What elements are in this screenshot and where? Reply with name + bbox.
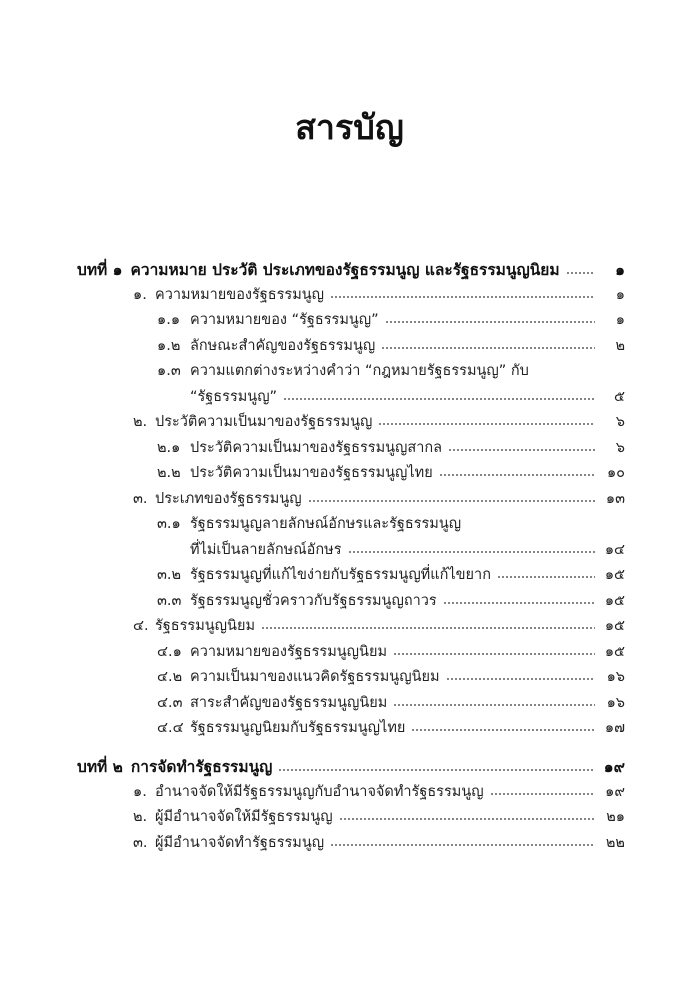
entry-title: ประวัติความเป็นมาของรัฐธรรมนูญสากล bbox=[190, 439, 443, 456]
entry-number: ๒. bbox=[133, 414, 148, 430]
dot-leader bbox=[448, 442, 595, 452]
entry-title: สาระสำคัญของรัฐธรรมนูญนิยม bbox=[190, 694, 388, 711]
toc-section[interactable] bbox=[77, 831, 625, 857]
toc-subsection[interactable] bbox=[77, 665, 625, 691]
entry-number: ๑.๑ bbox=[157, 312, 181, 328]
entry-number: ๓.๑ bbox=[157, 516, 181, 532]
entry-title: ประวัติความเป็นมาของรัฐธรรมนูญ bbox=[155, 414, 373, 430]
page-number: ๑๕ bbox=[604, 618, 625, 634]
page-number: ๒๒ bbox=[605, 834, 625, 851]
entry-number: ๓. bbox=[133, 490, 148, 507]
entry-title: รัฐธรรมนูญที่แก้ไขง่ายกับรัฐธรรมนูญที่แก้ไขยาก bbox=[190, 567, 491, 583]
dot-leader bbox=[490, 786, 595, 796]
toc-subsection[interactable] bbox=[77, 461, 625, 487]
page-title: สารบัญ bbox=[295, 108, 404, 148]
table-of-contents bbox=[77, 257, 625, 856]
entry-number: ๑.๓ bbox=[157, 363, 181, 379]
dot-leader bbox=[385, 314, 595, 324]
toc-subsection[interactable] bbox=[77, 334, 625, 360]
toc-subsection-continued[interactable] bbox=[77, 385, 625, 411]
entry-title: ผู้มีอำนาจจัดทำรัฐธรรมนูญ bbox=[155, 834, 325, 851]
toc-subsection[interactable] bbox=[77, 308, 625, 334]
entry-title: ประวัติความเป็นมาของรัฐธรรมนูญไทย bbox=[190, 465, 433, 481]
toc-subsection[interactable] bbox=[77, 691, 625, 717]
toc-chapter[interactable] bbox=[77, 257, 625, 283]
toc-chapter[interactable] bbox=[77, 754, 625, 780]
dot-leader bbox=[348, 544, 595, 554]
dot-leader bbox=[339, 811, 595, 821]
toc-section[interactable] bbox=[77, 410, 625, 436]
entry-title: ความหมาย ประวัติ ประเภทของรัฐธรรมนูญ และรัฐธรรมนูญนิยม bbox=[130, 260, 560, 279]
page-number: ๑ bbox=[615, 286, 625, 303]
entry-title: ความหมายของรัฐธรรมนูญนิยม bbox=[190, 643, 388, 660]
entry-title: ความเป็นมาของแนวคิดรัฐธรรมนูญนิยม bbox=[190, 669, 440, 685]
page-number: ๑๕ bbox=[604, 643, 625, 660]
entry-number: ๒. bbox=[133, 809, 148, 825]
dot-leader bbox=[393, 646, 595, 656]
page-number: ๑๐ bbox=[606, 465, 625, 481]
toc-subsection-continued[interactable] bbox=[77, 538, 625, 564]
entry-title: ความหมายของรัฐธรรมนูญ bbox=[155, 286, 325, 303]
entry-title: ประเภทของรัฐธรรมนูญ bbox=[155, 490, 302, 507]
page-number: ๒๑ bbox=[606, 809, 625, 825]
dot-leader bbox=[566, 265, 595, 275]
page-number: ๑๙ bbox=[605, 783, 625, 800]
entry-number: ๔.๔ bbox=[157, 720, 184, 736]
dot-leader bbox=[330, 837, 595, 847]
toc-subsection[interactable] bbox=[77, 640, 625, 666]
entry-title-continued: “รัฐธรรมนูญ” bbox=[190, 388, 278, 405]
entry-number: ๑.๒ bbox=[157, 337, 181, 354]
page-number: ๕ bbox=[614, 388, 625, 405]
page-number: ๑๖ bbox=[606, 669, 625, 685]
page-number: ๖ bbox=[615, 414, 625, 430]
page-number: ๑๓ bbox=[605, 490, 625, 507]
dot-leader bbox=[283, 391, 595, 401]
page-number: ๑ bbox=[615, 260, 625, 279]
toc-section[interactable] bbox=[77, 487, 625, 513]
page-number: ๖ bbox=[615, 439, 625, 456]
entry-number: ๓.๓ bbox=[157, 592, 182, 609]
entry-title: รัฐธรรมนูญนิยมกับรัฐธรรมนูญไทย bbox=[190, 720, 406, 736]
dot-leader bbox=[330, 289, 595, 299]
entry-number: ๑. bbox=[133, 286, 147, 303]
dot-leader bbox=[381, 340, 595, 350]
toc-subsection[interactable] bbox=[77, 563, 625, 589]
dot-leader bbox=[278, 762, 595, 772]
toc-section[interactable] bbox=[77, 283, 625, 309]
entry-title: การจัดทำรัฐธรรมนูญ bbox=[130, 757, 273, 776]
entry-number: ๓.๒ bbox=[157, 567, 182, 583]
page-number: ๒ bbox=[615, 337, 625, 354]
dot-leader bbox=[411, 722, 595, 732]
entry-title: รัฐธรรมนูญนิยม bbox=[155, 618, 256, 634]
dot-leader bbox=[443, 595, 595, 605]
entry-title: ความแตกต่างระหว่างคำว่า “กฎหมายรัฐธรรมนูญ” กับ bbox=[190, 363, 529, 379]
page-number: ๑๖ bbox=[606, 694, 625, 711]
entry-number: ๓. bbox=[133, 834, 148, 851]
entry-number: บทที่ ๒ bbox=[77, 757, 123, 776]
entry-number: ๒.๑ bbox=[157, 439, 181, 456]
entry-number: ๒.๒ bbox=[157, 465, 181, 481]
entry-number: ๑. bbox=[133, 783, 147, 800]
entry-title: รัฐธรรมนูญลายลักษณ์อักษรและรัฐธรรมนูญ bbox=[190, 516, 462, 532]
dot-leader bbox=[378, 416, 595, 426]
page-number: ๑๕ bbox=[604, 592, 625, 609]
dot-leader bbox=[261, 620, 595, 630]
dot-leader bbox=[439, 467, 595, 477]
entry-title: ผู้มีอำนาจจัดให้มีรัฐธรรมนูญ bbox=[155, 809, 333, 825]
entry-number: บทที่ ๑ bbox=[77, 260, 123, 279]
toc-subsection[interactable] bbox=[77, 359, 625, 385]
page-number: ๑๔ bbox=[604, 541, 625, 558]
toc-subsection[interactable] bbox=[77, 512, 625, 538]
entry-number: ๔.๑ bbox=[157, 643, 182, 660]
entry-title: รัฐธรรมนูญชั่วคราวกับรัฐธรรมนูญถาวร bbox=[190, 592, 437, 609]
toc-subsection[interactable] bbox=[77, 716, 625, 742]
entry-title: ความหมายของ “รัฐธรรมนูญ” bbox=[190, 312, 379, 328]
entry-title-continued: ที่ไม่เป็นลายลักษณ์อักษร bbox=[190, 541, 342, 558]
toc-subsection[interactable] bbox=[77, 436, 625, 462]
page-number: ๑๙ bbox=[603, 757, 625, 776]
dot-leader bbox=[393, 697, 595, 707]
toc-subsection[interactable] bbox=[77, 589, 625, 615]
page-number: ๑ bbox=[615, 312, 625, 328]
page-number: ๑๗ bbox=[604, 720, 625, 736]
toc-section[interactable] bbox=[77, 780, 625, 806]
dot-leader bbox=[446, 671, 595, 681]
entry-number: ๔.๓ bbox=[157, 694, 183, 711]
entry-title: อำนาจจัดให้มีรัฐธรรมนูญกับอำนาจจัดทำรัฐธรรมนูญ bbox=[155, 783, 484, 800]
entry-number: ๔.๒ bbox=[157, 669, 183, 685]
entry-number: ๔. bbox=[133, 618, 149, 634]
toc-section[interactable] bbox=[77, 805, 625, 831]
toc-section[interactable] bbox=[77, 614, 625, 640]
entry-title: ลักษณะสำคัญของรัฐธรรมนูญ bbox=[190, 337, 376, 354]
page-number: ๑๕ bbox=[604, 567, 625, 583]
dot-leader bbox=[497, 569, 595, 579]
dot-leader bbox=[308, 493, 595, 503]
